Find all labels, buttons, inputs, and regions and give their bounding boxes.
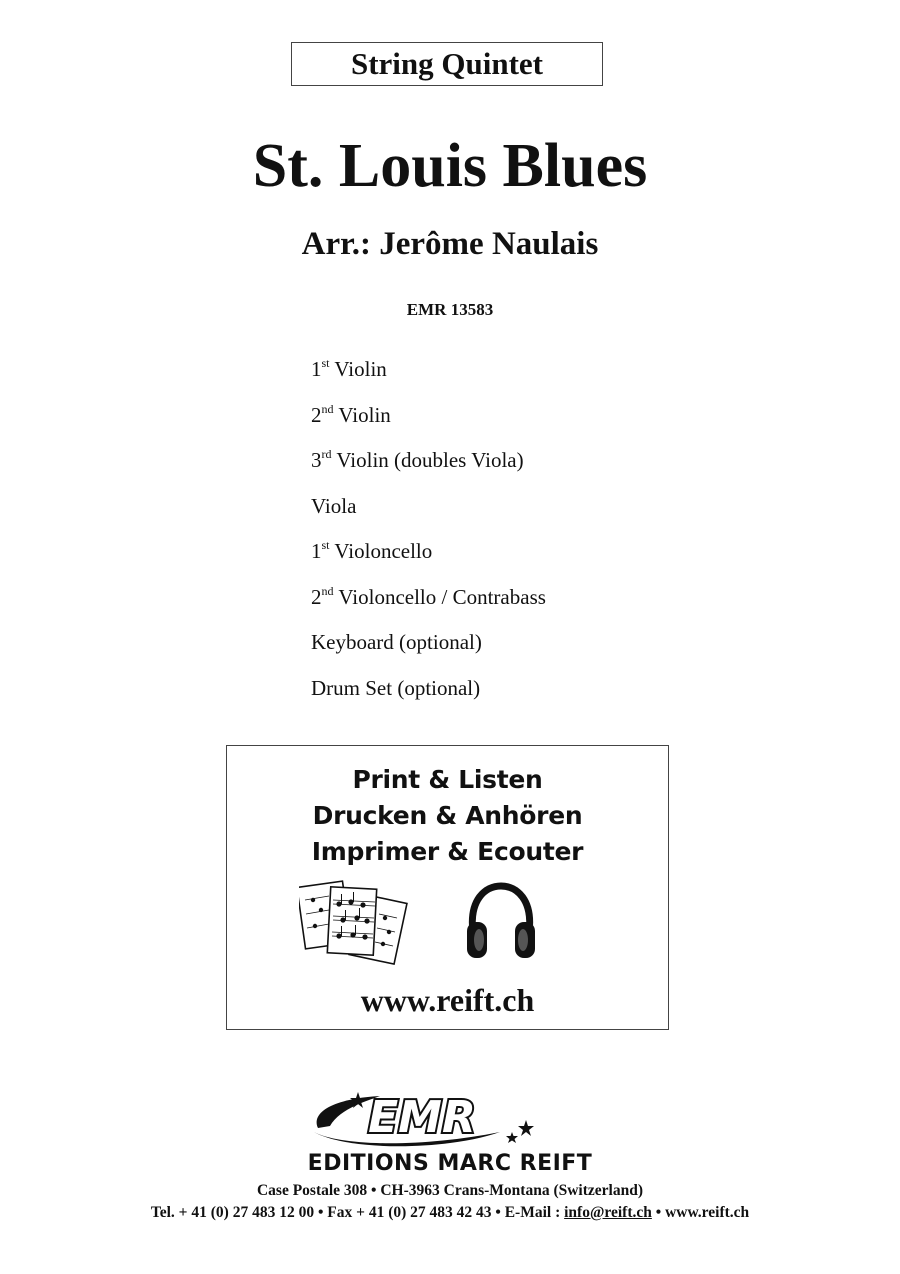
website-link[interactable]: www.reift.ch xyxy=(665,1204,750,1221)
part-item: 2nd Violin xyxy=(311,401,391,427)
print-listen-box xyxy=(226,745,669,1030)
genre-box xyxy=(291,42,603,86)
phone-number: Tel. + 41 (0) 27 483 12 00 xyxy=(150,1204,315,1221)
page-title: St. Louis Blues xyxy=(252,132,648,200)
promo-line-fr: Imprimer & Ecouter xyxy=(311,837,584,866)
publisher-name: EDITIONS MARC REIFT xyxy=(307,1151,593,1176)
instrumentation-list xyxy=(311,351,546,715)
promo-line-en: Print & Listen xyxy=(352,765,543,794)
publisher-address: Case Postale 308 • CH-3963 Crans-Montana (Switzerland) xyxy=(256,1182,643,1199)
promo-line-de: Drucken & Anhören xyxy=(312,801,583,830)
part-item: 3rd Violin (doubles Viola) xyxy=(311,447,524,472)
part-item: Drum Set (optional) xyxy=(311,675,481,700)
email-link[interactable]: info@reift.ch xyxy=(564,1204,652,1221)
emr-logo-text: EMR xyxy=(368,1092,476,1143)
emr-logo xyxy=(300,1088,550,1150)
publisher-contact: Tel. + 41 (0) 27 483 12 00 • Fax + 41 (0) 27 483 42 43 • E-Mail : info@reift.ch • www.reift.ch xyxy=(150,1204,750,1221)
arranger-credit: Arr.: Jerôme Naulais xyxy=(301,226,599,262)
sheet-music-icon xyxy=(299,878,411,970)
promo-url: www.reift.ch xyxy=(360,982,535,1018)
headphones-icon xyxy=(465,880,537,964)
part-item: 1st Violoncello xyxy=(311,538,433,563)
part-item: Keyboard (optional) xyxy=(311,630,482,654)
part-item: Viola xyxy=(311,493,357,518)
part-item: 1st Violin xyxy=(311,356,387,381)
part-item: 2nd Violoncello / Contrabass xyxy=(311,583,546,609)
fax-number: Fax + 41 (0) 27 483 42 43 xyxy=(327,1204,492,1221)
catalog-number: EMR 13583 xyxy=(406,300,494,319)
genre-label: String Quintet xyxy=(350,46,544,81)
email-label: E-Mail : xyxy=(504,1204,561,1221)
